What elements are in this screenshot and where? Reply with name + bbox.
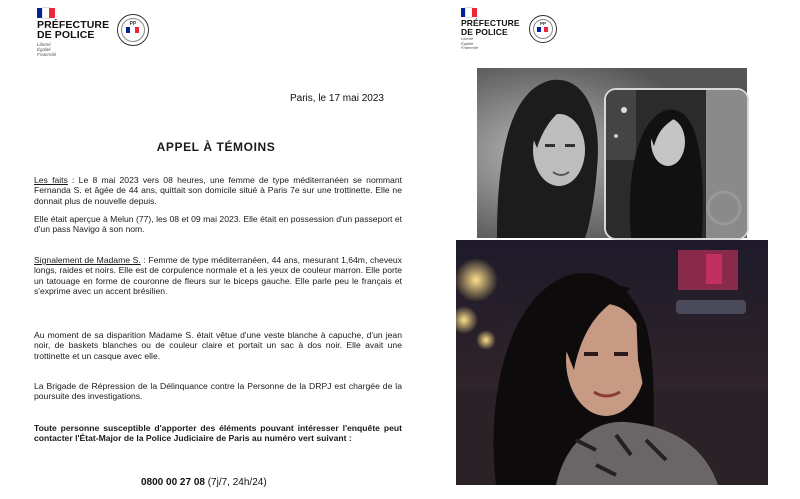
phone-line <box>141 477 267 488</box>
paragraph-apercue: Elle était aperçue à Melun (77), les 08 et 09 mai 2023. Elle était en possession d'un passeport et d'un pass Navigo à son nom. <box>34 214 402 235</box>
prefecture-name-line-2: DE POLICE <box>461 26 508 37</box>
french-flag-icon <box>37 8 55 18</box>
police-seal-caption: PP <box>539 21 546 26</box>
motto-line-2: Égalité <box>461 40 474 46</box>
paragraph-signalement <box>34 255 402 297</box>
phone-hours: (7j/7, 24h/24) <box>204 477 267 488</box>
republic-motto <box>37 42 56 57</box>
faits-label: Les faits <box>34 175 68 185</box>
paragraph-contact: Toute personne susceptible d'apporter des éléments pouvant intéresser l'enquête peut contacter l'État-Major de la Police Judiciaire de Paris au numéro vert suivant : <box>34 423 402 444</box>
date-line: Paris, le 17 mai 2023 <box>290 93 384 104</box>
page-title: APPEL À TÉMOINS <box>156 140 276 154</box>
paragraph-brigade: La Brigade de Répression de la Délinquance contre la Personne de la DRPJ est chargée de la poursuite des investigations. <box>34 381 402 402</box>
prefecture-name-line-1: PRÉFECTURE <box>461 18 520 28</box>
motto-line-1: Liberté <box>37 42 51 47</box>
motto-line-3: Fraternité <box>461 45 479 50</box>
phone-number: 0800 00 27 08 <box>141 477 205 488</box>
republic-motto-right <box>461 37 478 51</box>
police-seal-icon <box>117 14 149 46</box>
prefecture-name-line-2: DE POLICE <box>37 29 95 41</box>
french-flag-icon <box>461 8 477 17</box>
paragraph-faits <box>34 175 402 206</box>
police-seal-caption: PP <box>129 21 137 27</box>
photo-top-right-bw-inset <box>604 88 749 240</box>
faits-text: : Le 8 mai 2023 vers 08 heures, une femme de type méditerranéen se nommant Fernanda S. et âgée de 44 ans, quittait son domicile situé à Paris 7e sur une trottinette. Elle ne donnait plus de nouvelle depuis. <box>34 175 402 206</box>
motto-line-1: Liberté <box>461 36 474 41</box>
signalement-label: Signalement de Madame S. <box>34 255 141 265</box>
police-seal-icon <box>529 15 557 43</box>
prefecture-name-right <box>461 19 520 36</box>
prefecture-name-line-1: PRÉFECTURE <box>37 19 110 31</box>
paragraph-disparition: Au moment de sa disparition Madame S. était vêtue d'une veste blanche à capuche, d'un jean noir, de baskets blanches ou de couleur claire et portait un sac à dos noir. Elle avait une trottinette et un casque avec elle. <box>34 330 402 361</box>
motto-line-2: Égalité <box>37 47 51 52</box>
motto-line-3: Fraternité <box>37 52 57 57</box>
prefecture-name <box>37 20 109 40</box>
signalement-text: : Femme de type méditerranéen, 44 ans, mesurant 1,64m, cheveux longs, raides et noirs. Elle est de corpulence normale et a les yeux de couleur marron. Elle porte un tatouage en forme de couronne de fleurs sur le biceps gauche. Elle parle peu le français et s'exprime avec un accent brésilien. <box>34 255 402 297</box>
photo-bottom-color <box>456 240 768 485</box>
